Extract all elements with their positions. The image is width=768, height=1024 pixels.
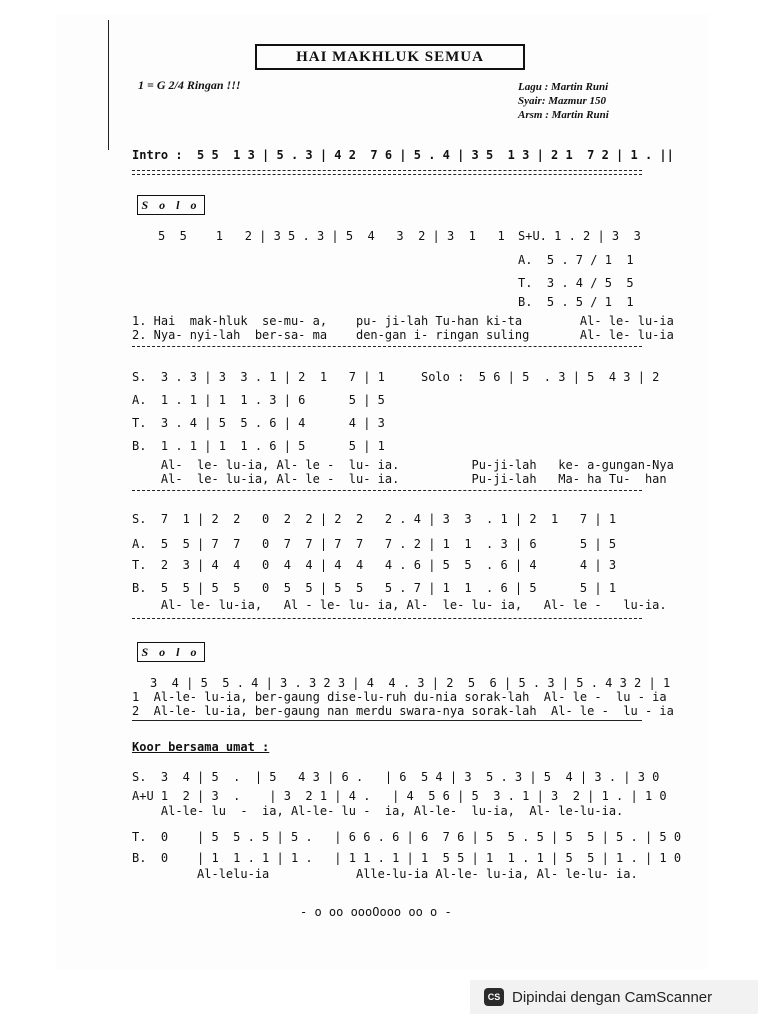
lyric-line: Al- le- lu-ia, Al- le - lu- ia. Pu-ji-lah ke- a-gungan-Nya (132, 458, 674, 472)
soprano-line: S. 3 4 | 5 . | 5 4 3 | 6 . | 6 5 4 | 3 5 . 3 | 5 4 | 3 . | 3 0 (132, 770, 660, 784)
lyric-verse-2: 2. Nya- nyi-lah ber-sa- ma den-gan i- ringan suling Al- le- lu-ia (132, 328, 674, 342)
lyric-line: Al-le- lu - ia, Al-le- lu - ia, Al-le- lu-ia, Al- le-lu-ia. (132, 804, 624, 818)
bass-line: B. 5 5 | 5 5 0 5 5 | 5 5 5 . 7 | 1 1 . 6 | 5 5 | 1 (132, 581, 617, 595)
footer-ornament: - o oo oooOooo oo o - (300, 905, 452, 919)
credits (518, 80, 609, 122)
lyric-line: Al- le- lu-ia, Al- le - lu- ia. Pu-ji-lah Ma- ha Tu- han (132, 472, 667, 486)
divider (132, 174, 642, 175)
solo-label: S o l o (137, 642, 205, 662)
alto-umat-line: A+U 1 2 | 3 . | 3 2 1 | 4 . | 4 5 6 | 5 3 . 1 | 3 2 | 1 . | 1 0 (132, 789, 667, 803)
soprano-line: S. 7 1 | 2 2 0 2 2 | 2 2 2 . 4 | 3 3 . 1 | 2 1 7 | 1 (132, 512, 617, 526)
soprano-line: S. 3 . 3 | 3 3 . 1 | 2 1 7 | 1 Solo : 5 6 | 5 . 3 | 5 4 3 | 2 (132, 370, 660, 384)
tenor-line: T. 0 | 5 5 . 5 | 5 . | 6 6 . 6 | 6 7 6 | 5 5 . 5 | 5 5 | 5 . | 5 0 (132, 830, 682, 844)
alto-line: A. 5 5 | 7 7 0 7 7 | 7 7 7 . 2 | 1 1 . 3 | 6 5 | 5 (132, 537, 617, 551)
lyric-line: Al- le- lu-ia, Al - le- lu- ia, Al- le- lu- ia, Al- le - lu-ia. (132, 598, 667, 612)
lyric-line: Al-lelu-ia Alle-lu-ia Al-le- lu-ia, Al- le-lu- ia. (132, 867, 638, 881)
tenor-line: T. 3 . 4 | 5 5 . 6 | 4 4 | 3 (132, 416, 385, 430)
lyric-verse-1: 1 Al-le- lu-ia, ber-gaung dise-lu-ruh du-nia sorak-lah Al- le - lu - ia (132, 690, 667, 704)
su-line: S+U. 1 . 2 | 3 3 (518, 229, 641, 243)
bass-line: B. 0 | 1 1 . 1 | 1 . | 1 1 . 1 | 1 5 5 | 1 1 . 1 | 5 5 | 1 . | 1 0 (132, 851, 682, 865)
koor-label: Koor bersama umat : (132, 740, 270, 754)
key-signature: 1 = G 2/4 Ringan !!! (138, 78, 241, 92)
divider (132, 170, 642, 171)
lyric-verse-1: 1. Hai mak-hluk se-mu- a, pu- ji-lah Tu-han ki-ta Al- le- lu-ia (132, 314, 674, 328)
bass-line: B. 5 . 5 / 1 1 (518, 295, 634, 309)
credit-syair: Syair: Mazmur 150 (518, 95, 607, 107)
divider (132, 720, 642, 721)
margin-line (108, 20, 109, 150)
camscanner-icon: CS (484, 988, 504, 1006)
solo-label: S o l o (137, 195, 205, 215)
credit-arsm: Arsm : Martin Runi (518, 109, 609, 121)
divider (132, 346, 642, 347)
divider (132, 490, 642, 491)
alto-line: A. 1 . 1 | 1 1 . 3 | 6 5 | 5 (132, 393, 385, 407)
camscanner-badge (470, 980, 758, 1014)
camscanner-text: Dipindai dengan CamScanner (512, 988, 713, 1006)
bass-line: B. 1 . 1 | 1 1 . 6 | 5 5 | 1 (132, 439, 385, 453)
tenor-line: T. 2 3 | 4 4 0 4 4 | 4 4 4 . 6 | 5 5 . 6 | 4 4 | 3 (132, 558, 617, 572)
intro-line: Intro : 5 5 1 3 | 5 . 3 | 4 2 7 6 | 5 . 4 | 3 5 1 3 | 2 1 7 2 | 1 . || (132, 148, 674, 162)
solo-melody: 5 5 1 2 | 3 5 . 3 | 5 4 3 2 | 3 1 1 (158, 229, 505, 243)
lyric-verse-2: 2 Al-le- lu-ia, ber-gaung nan merdu swara-nya sorak-lah Al- le - lu - ia (132, 704, 674, 718)
divider (132, 618, 642, 619)
tenor-line: T. 3 . 4 / 5 5 (518, 276, 634, 290)
credit-lagu: Lagu : Martin Runi (518, 81, 609, 93)
song-title: HAI MAKHLUK SEMUA (255, 44, 525, 70)
alto-line: A. 5 . 7 / 1 1 (518, 253, 634, 267)
solo-melody: 3 4 | 5 5 . 4 | 3 . 3 2 3 | 4 4 . 3 | 2 5 6 | 5 . 3 | 5 . 4 3 2 | 1 (150, 676, 671, 690)
